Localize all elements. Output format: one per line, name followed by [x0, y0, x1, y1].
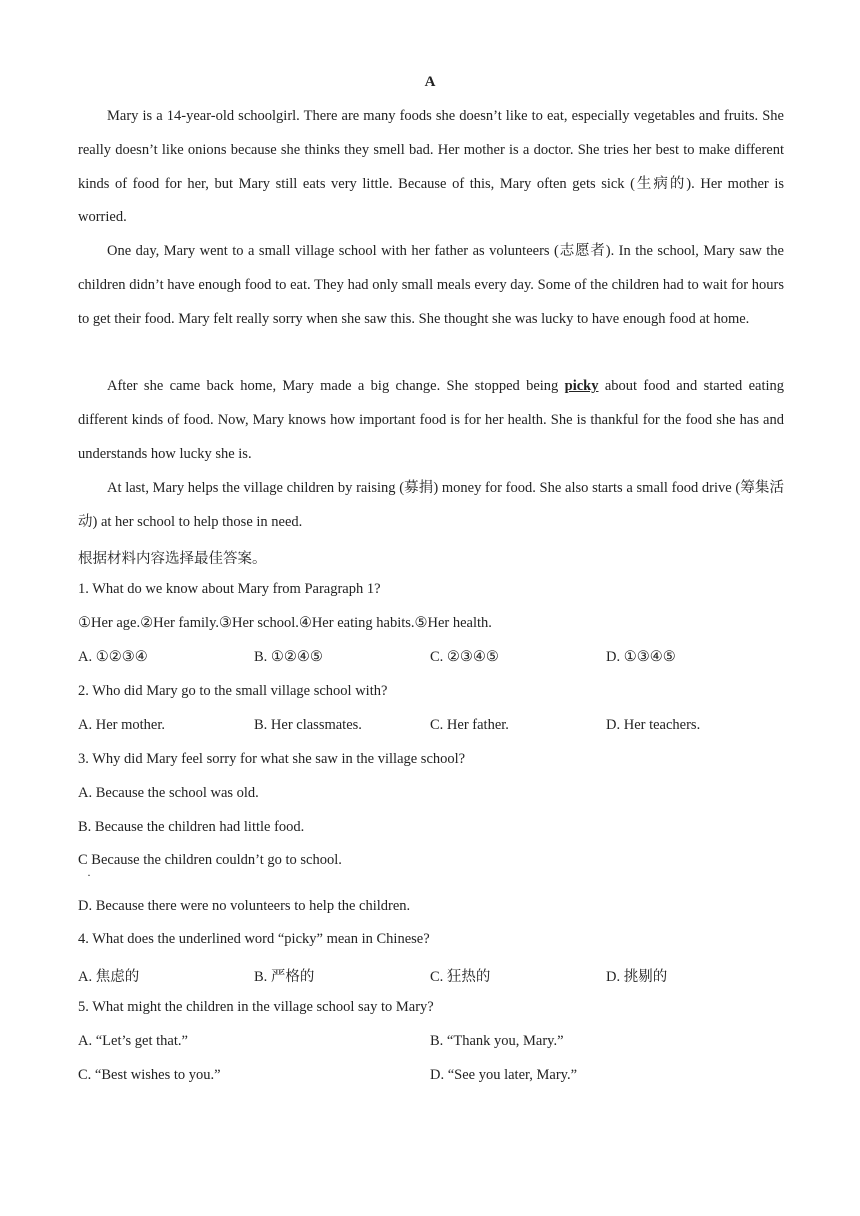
question-2-option-b[interactable]: B. Her classmates.	[254, 717, 362, 733]
question-3-option-b[interactable]: B. Because the children had little food.	[78, 819, 305, 835]
question-4-option-a[interactable]: A. 焦虑的	[78, 969, 140, 985]
paragraph-1	[78, 100, 784, 235]
question-1-stem: 1. What do we know about Mary from Paragraph 1?	[78, 581, 381, 597]
question-3-option-c[interactable]: C Because the children couldn’t go to school.	[78, 852, 342, 868]
question-1-option-c[interactable]: C. ②③④⑤	[430, 649, 499, 665]
question-3-option-d[interactable]: D. Because there were no volunteers to help the children.	[78, 898, 411, 914]
question-3-option-c-dot: ·	[87, 868, 91, 882]
question-1-option-b[interactable]: B. ①②④⑤	[254, 649, 323, 665]
question-2-stem: 2. Who did Mary go to the small village school with?	[78, 683, 388, 699]
question-1-items: ①Her age.②Her family.③Her school.④Her eating habits.⑤Her health.	[78, 615, 492, 631]
paragraph-3-text-before: After she came back home, Mary made a big change. She stopped being	[107, 378, 565, 394]
question-4-stem: 4. What does the underlined word “picky” mean in Chinese?	[78, 931, 430, 947]
paragraph-2-text: One day, Mary went to a small village school with her father as volunteers (志愿者). In the school, Mary saw the children didn’t have enough food to eat. They had only small meals every day. Some of the children had to wait for hours to get their food. Mary felt really sorry when she saw this. She thought she was lucky to have enough food at home.	[78, 243, 784, 327]
paragraph-3-text-after: about food and started eating different kinds of food. Now, Mary knows how important food is for her health. She is thankful for the food she has and understands how lucky she is.	[78, 378, 785, 462]
question-4-option-d[interactable]: D. 挑剔的	[606, 969, 668, 985]
question-5-option-c[interactable]: C. “Best wishes to you.”	[78, 1067, 221, 1083]
question-4-option-c[interactable]: C. 狂热的	[430, 969, 491, 985]
paragraph-3	[78, 370, 784, 471]
passage-title: A	[424, 74, 436, 90]
question-5-option-d[interactable]: D. “See you later, Mary.”	[430, 1067, 578, 1083]
question-3-option-a[interactable]: A. Because the school was old.	[78, 785, 259, 801]
paragraph-1-text: Mary is a 14-year-old schoolgirl. There are many foods she doesn’t like to eat, especially vegetables and fruits. She really doesn’t like onions because she thinks they smell bad. Her mother is a doctor. She tries her best to make different kinds of food for her, but Mary still eats very little. Because of this, Mary often gets sick (生病的). Her mother is worried.	[78, 108, 784, 226]
instruction: 根据材料内容选择最佳答案。	[78, 551, 267, 567]
question-2-option-a[interactable]: A. Her mother.	[78, 717, 165, 733]
underlined-word-picky: picky	[564, 378, 599, 394]
question-2-option-c[interactable]: C. Her father.	[430, 717, 509, 733]
paragraph-2	[78, 235, 784, 336]
question-1-option-d[interactable]: D. ①③④⑤	[606, 649, 676, 665]
paragraph-4	[78, 472, 784, 540]
question-4-option-b[interactable]: B. 严格的	[254, 969, 315, 985]
question-5-stem: 5. What might the children in the village school say to Mary?	[78, 999, 434, 1015]
question-5-option-b[interactable]: B. “Thank you, Mary.”	[430, 1033, 564, 1049]
paragraph-4-text: At last, Mary helps the village children by raising (募捐) money for food. She also starts a small food drive (筹集活动) at her school to help those in need.	[78, 480, 784, 530]
question-5-option-a[interactable]: A. “Let’s get that.”	[78, 1033, 188, 1049]
question-2-option-d[interactable]: D. Her teachers.	[606, 717, 701, 733]
question-3-stem: 3. Why did Mary feel sorry for what she saw in the village school?	[78, 751, 466, 767]
question-1-option-a[interactable]: A. ①②③④	[78, 649, 148, 665]
